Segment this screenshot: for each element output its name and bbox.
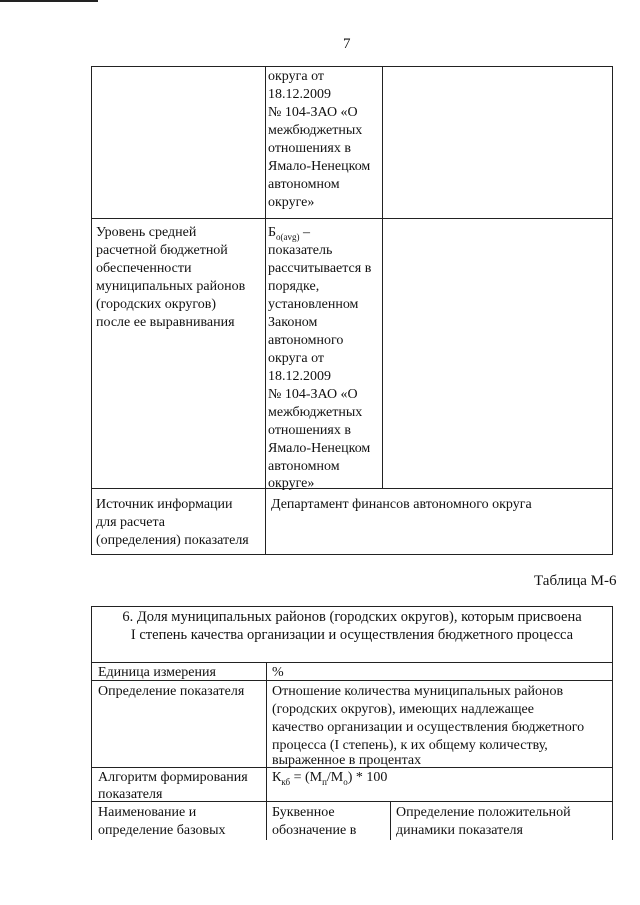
symbol-subscript: о(avg) [276, 231, 300, 242]
cell-line: № 104-ЗАО «О [268, 387, 358, 402]
cell-line: Ямало-Ненецком [268, 159, 371, 174]
cell-line: Алгоритм формирования [98, 770, 248, 785]
cell-line: автономном [268, 459, 340, 474]
symbol-dash: – [299, 225, 311, 240]
cell-line: расчетной бюджетной [96, 243, 228, 258]
cell-line: межбюджетных [268, 405, 363, 420]
cell-line: (городских округов) [96, 297, 217, 312]
cell-line: выраженное в процентах [272, 753, 422, 768]
cell-line: Уровень средней [96, 225, 197, 240]
cell-line: качество организации и осуществления бюджетного [272, 720, 585, 735]
cell-line: Отношение количества муниципальных районов [272, 684, 564, 699]
cell-line: для расчета [96, 515, 165, 530]
formula-div: /М [326, 770, 344, 785]
formula-eq: = (М [290, 770, 323, 785]
table-2-border [91, 606, 613, 607]
table-1-border [91, 66, 613, 67]
cell-line: определение базовых [98, 823, 226, 838]
cell-line: № 104-ЗАО «О [268, 105, 358, 120]
cell-line: показателя [98, 787, 163, 802]
formula-k-sub: кб [281, 776, 291, 787]
cell-line: показатель [268, 243, 333, 258]
cell-line: округа от [268, 69, 325, 84]
formula-k: К [272, 770, 282, 785]
cell-line: автономном [268, 177, 340, 192]
cell-line: отношениях в [268, 423, 351, 438]
table-2-border [612, 606, 613, 840]
cell-source-value: Департамент финансов автономного округа [271, 497, 532, 512]
header-line: 6. Доля муниципальных районов (городских округов), которым присвоена [122, 609, 582, 625]
cell-line: порядке, [268, 279, 320, 294]
cell-line: рассчитывается в [268, 261, 372, 276]
cell-line: округе» [268, 476, 315, 491]
cell-line: 18.12.2009 [268, 369, 331, 384]
table-1-border [91, 218, 613, 219]
formula [272, 769, 387, 791]
cell-line: муниципальных районов [96, 279, 246, 294]
formula-m-sub: п [322, 776, 327, 787]
cell-line: установленном [268, 297, 359, 312]
table-1-border [91, 66, 92, 555]
table-2-border [266, 662, 267, 840]
cell-line: отношениях в [268, 141, 351, 156]
cell-line: Ямало-Ненецком [268, 441, 371, 456]
table-1-border [91, 488, 613, 489]
cell-line: округе» [268, 195, 315, 210]
cell-line: после ее выравнивания [96, 315, 235, 330]
table-1-border [265, 66, 266, 555]
formula-o-sub: о [343, 776, 348, 787]
table-2-border [91, 801, 613, 802]
unit-label: Единица измерения [98, 665, 216, 680]
unit-value: % [272, 665, 284, 680]
table-2-border [390, 801, 391, 840]
cell-line: динамики показателя [396, 823, 523, 838]
symbol-base: Б [268, 225, 277, 240]
cell-line: межбюджетных [268, 123, 363, 138]
definition-label: Определение показателя [98, 684, 245, 699]
table-1-border [382, 66, 383, 489]
page-number: 7 [343, 36, 351, 52]
cell-line: обозначение в [272, 823, 357, 838]
formula-rest: ) * 100 [347, 770, 388, 785]
cell-line: Буквенное [272, 805, 335, 820]
cell-line: Источник информации [96, 497, 233, 512]
cell-line: Наименование и [98, 805, 197, 820]
table-2-border [91, 662, 613, 663]
table-1-border [612, 66, 613, 555]
cell-line: округа от [268, 351, 325, 366]
cell-line: (городских округов), имеющих надлежащее [272, 702, 534, 717]
cell-line: (определения) показателя [96, 533, 249, 548]
cell-line: 18.12.2009 [268, 87, 331, 102]
table-caption: Таблица М-6 [534, 573, 617, 589]
table-1-border [91, 554, 613, 555]
cell-line: Определение положительной [396, 805, 571, 820]
top-rule [0, 0, 98, 2]
cell-line: обеспеченности [96, 261, 192, 276]
header-line: I степень качества организации и осуществления бюджетного процесса [130, 627, 574, 643]
cell-line: Законом [268, 315, 318, 330]
cell-line: процесса (I степень), к их общему количеству, [272, 738, 548, 753]
cell-line: автономного [268, 333, 344, 348]
